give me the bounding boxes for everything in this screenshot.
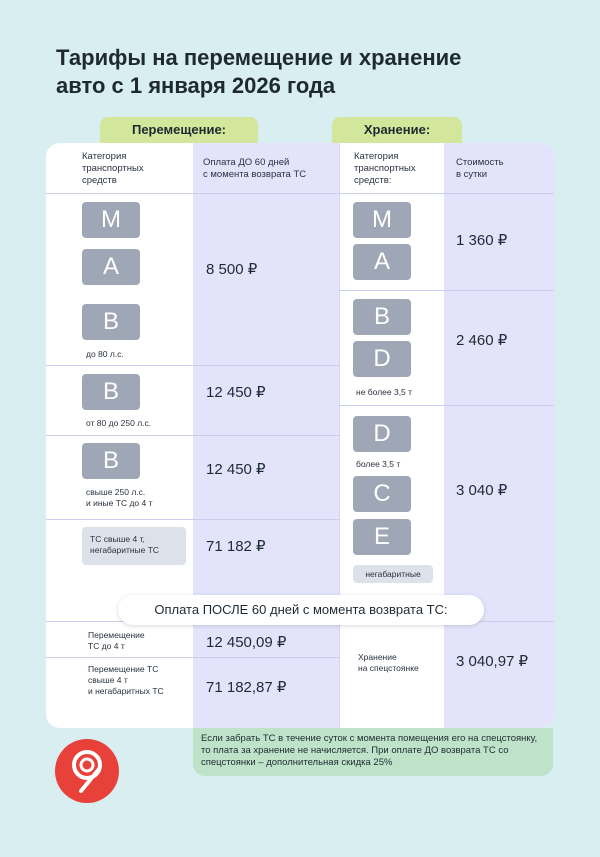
tariff-table	[46, 143, 554, 728]
after-60-days-banner: Оплата ПОСЛЕ 60 дней с момента возврата ТС:	[118, 595, 484, 625]
badge-e: E	[353, 519, 411, 555]
storage-header-price: Стоимость в сутки	[456, 157, 504, 180]
storage-after-price: 3 040,97 ₽	[456, 653, 529, 670]
storage-row-3-label: более 3,5 т	[356, 459, 401, 469]
badge-a: A	[82, 249, 140, 285]
storage-row-1-price: 1 360 ₽	[456, 232, 508, 249]
storage-row-2-label: не более 3,5 т	[356, 387, 413, 397]
badge-d: D	[353, 416, 411, 452]
row-divider	[46, 435, 339, 436]
storage-row-3-price: 3 040 ₽	[456, 482, 508, 499]
move-row-2-label: от 80 до 250 л.с.	[86, 418, 152, 428]
move-after-1-price: 12 450,09 ₽	[206, 634, 287, 651]
badge-b: B	[82, 374, 140, 410]
move-row-4-price: 71 182 ₽	[206, 538, 266, 555]
moscow-parking-logo-icon	[55, 739, 119, 803]
badge-c: C	[353, 476, 411, 512]
header-divider	[46, 193, 554, 194]
move-after-2-label: Перемещение ТС свыше 4 т и негабаритных ТС	[88, 664, 164, 696]
move-row-3-price: 12 450 ₽	[206, 461, 266, 478]
move-after-2-price: 71 182,87 ₽	[206, 679, 287, 696]
badge-a: A	[353, 244, 411, 280]
badge-d: D	[353, 341, 411, 377]
move-header-price: Оплата ДО 60 дней с момента возврата ТС	[203, 157, 307, 180]
storage-after-label: Хранение на спецстоянке	[358, 652, 419, 673]
move-header-category: Категория транспортных средств	[82, 151, 144, 186]
storage-header-category: Категория транспортных средств:	[354, 151, 416, 186]
tab-storage: Хранение:	[332, 117, 462, 143]
move-after-1-label: Перемещение ТС до 4 т	[88, 630, 145, 651]
storage-oversize-tag: негабаритные	[353, 565, 433, 583]
badge-b: B	[353, 299, 411, 335]
tab-move: Перемещение:	[100, 117, 258, 143]
title-line-1: Тарифы на перемещение и хранение	[56, 45, 462, 70]
storage-note: Если забрать ТС в течение суток с момента помещения его на спецстоянку, то плата за хранение не начисляется. При оплате ДО возврата ТС со спецстоянки – дополнительная скидка 25%	[193, 728, 553, 776]
row-divider	[46, 657, 339, 658]
page-title	[56, 44, 556, 100]
move-row-1-label: до 80 л.с.	[86, 349, 124, 359]
badge-b: B	[82, 304, 140, 340]
row-divider	[46, 365, 339, 366]
move-row-1-price: 8 500 ₽	[206, 261, 258, 278]
move-row-2-price: 12 450 ₽	[206, 384, 266, 401]
storage-row-2-price: 2 460 ₽	[456, 332, 508, 349]
move-row-4-box: ТС свыше 4 т, негабаритные ТС	[82, 527, 186, 565]
badge-m: M	[353, 202, 411, 238]
badge-m: M	[82, 202, 140, 238]
row-divider	[339, 290, 554, 291]
divider	[339, 143, 340, 728]
row-divider	[339, 405, 554, 406]
row-divider	[46, 519, 339, 520]
badge-b: B	[82, 443, 140, 479]
title-line-2: авто с 1 января 2026 года	[56, 73, 336, 98]
move-row-3-label: свыше 250 л.с. и иные ТС до 4 т	[86, 487, 153, 508]
